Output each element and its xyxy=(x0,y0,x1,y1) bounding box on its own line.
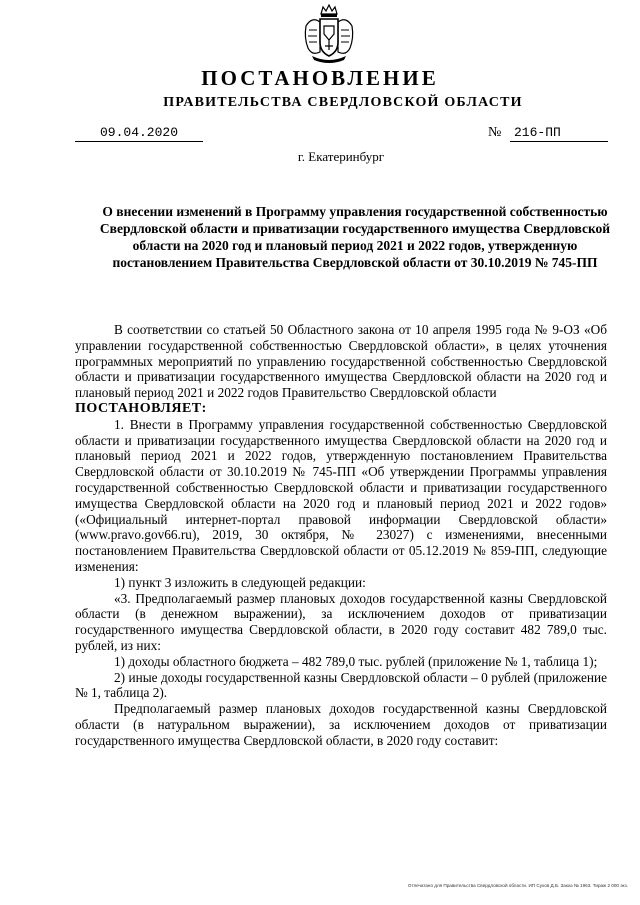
paragraph-4: 1) доходы областного бюджета – 482 789,0 тыс. рублей (приложение № 1, таблица 1); xyxy=(114,653,598,669)
paragraph-2: 1) пункт 3 изложить в следующей редакции: xyxy=(114,574,366,590)
print-footer: Отпечатано для Правительства Свердловской области. ИП Сухов Д.Б. Заказ № 1963. Тираж 2 000 экз. xyxy=(407,883,628,888)
document-type-heading: ПОСТАНОВЛЕНИЕ xyxy=(201,66,439,90)
coat-of-arms-icon xyxy=(302,4,356,64)
document-number-block xyxy=(488,125,608,141)
number-sign: № xyxy=(488,125,502,140)
paragraph-5: 2) иные доходы государственной казны Свердловской области – 0 рублей (приложение № 1, таблица 2). xyxy=(75,669,607,701)
document-number: 216-ПП xyxy=(510,125,608,142)
paragraph-3: «3. Предполагаемый размер плановых доходов государственной казны Свердловской области (в денежном выражении), за исключением доходов от приватизации государственного имущества Свердловской области, в 2020 году составит 482 789,0 тыс. рублей, из них: xyxy=(75,590,607,653)
decree-word: ПОСТАНОВЛЯЕТ: xyxy=(75,400,207,416)
paragraph-1: 1. Внести в Программу управления государственной собственностью Свердловской области и приватизации государственного имущества Свердловской области на 2020 год и плановый период 2021 и 2022 годов, утвержденную постановлением Правительства Свердловской области от 30.10.2019 № 745-ПП «Об утверждении Программы управления государственной собственностью Свердловской области и приватизации государственного имущества Свердловской области на 2020 год и плановый период 2021 и 2022 годов» («Официальный интернет-портал правовой информации Свердловской области» (www.pravo.gov66.ru), 2019, 30 октября, № 23027) с изменениями, внесенными постановлением Правительства Свердловской области от 05.12.2019 № 859-ПП, следующие изменения: xyxy=(75,416,607,574)
document-title: О внесении изменений в Программу управления государственной собственностью Свердловской области и приватизации государственного имущества Свердловской области на 2020 год и плановый период 2021 и 2022 годов, утвержденную постановлением Правительства Свердловской области от 30.10.2019 № 745-ПП xyxy=(99,204,611,270)
paragraph-6: Предполагаемый размер плановых доходов государственной казны Свердловской области (в натуральном выражении), за исключением доходов от приватизации государственного имущества Свердловской области, в 2020 году составит: xyxy=(75,701,607,748)
document-body xyxy=(75,322,607,749)
document-date: 09.04.2020 xyxy=(75,125,203,142)
city-name: г. Екатеринбург xyxy=(297,149,385,164)
issuing-authority: ПРАВИТЕЛЬСТВА СВЕРДЛОВСКОЙ ОБЛАСТИ xyxy=(163,95,523,110)
intro-paragraph: В соответствии со статьей 50 Областного закона от 10 апреля 1995 года № 9-ОЗ «Об управлении государственной собственностью Свердловской области», в целях уточнения программных мероприятий по управлению государственной собственностью Свердловской области и приватизации государственного имущества Свердловской области на 2020 год и плановый период 2021 и 2022 годов Правительство Свердловской области xyxy=(75,322,607,401)
